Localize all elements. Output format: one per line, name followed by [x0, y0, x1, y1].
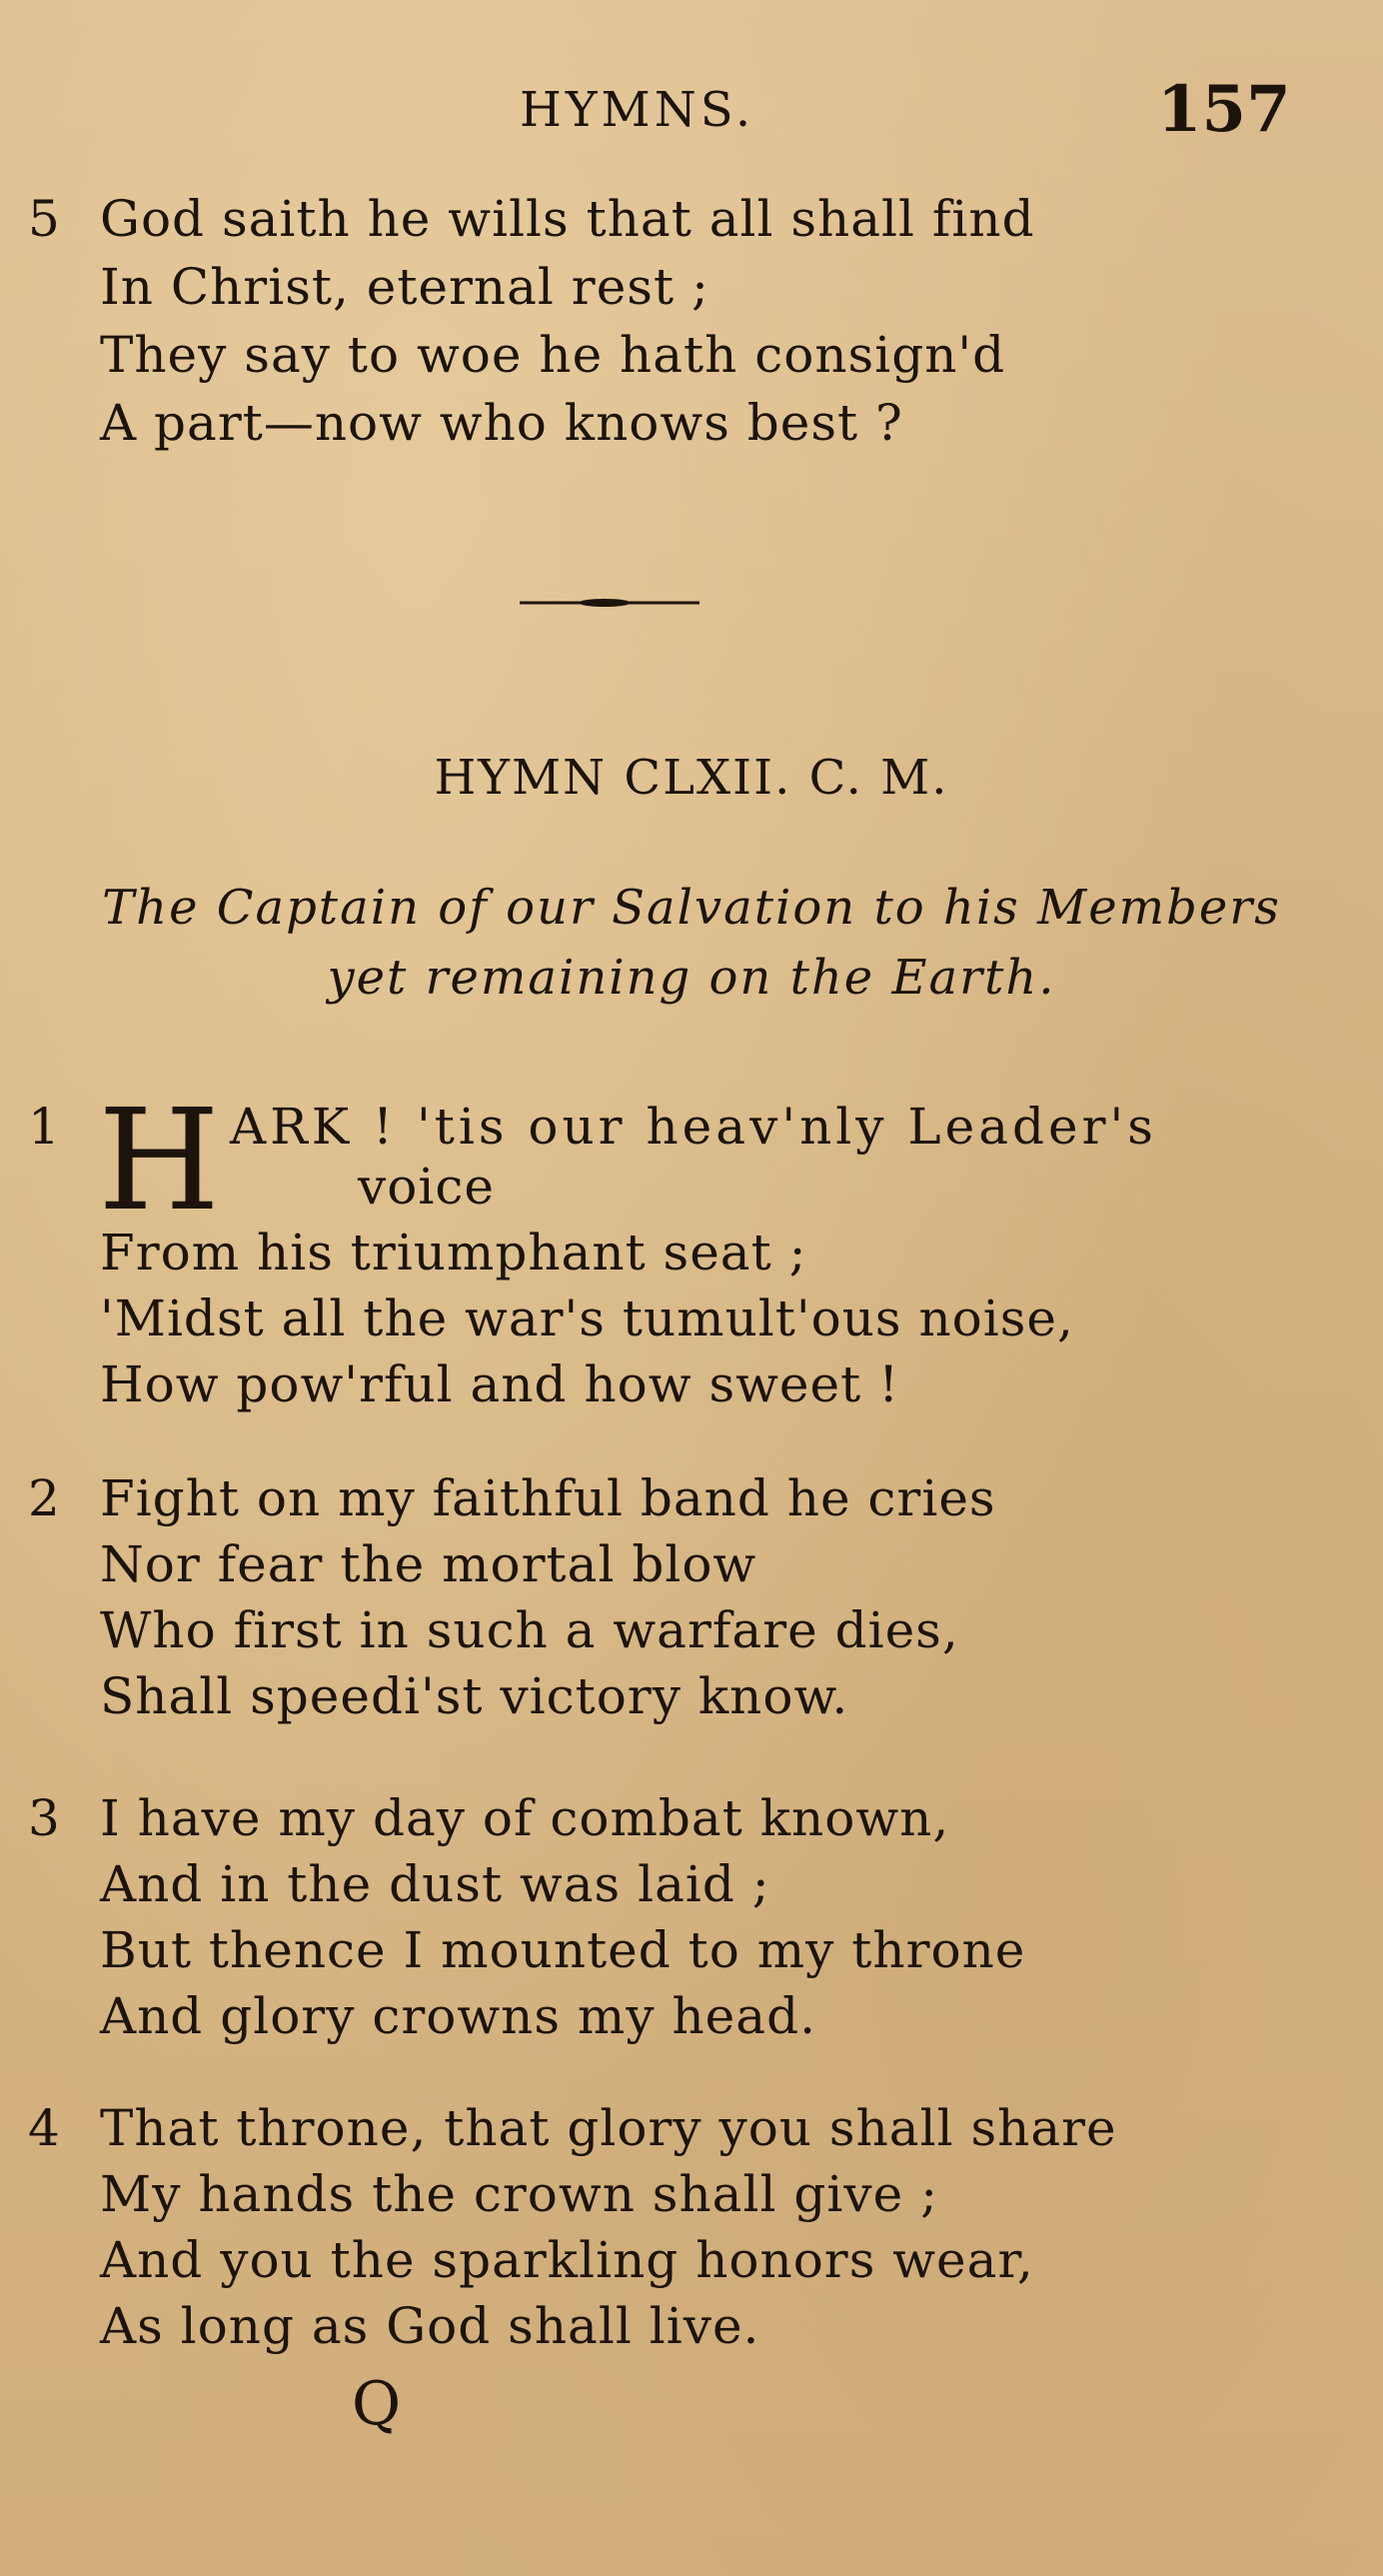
verse-line: And glory crowns my head.	[100, 1987, 816, 2045]
verse-line: And you the sparkling honors wear,	[100, 2231, 1034, 2289]
verse-line: voice	[358, 1158, 495, 1216]
stanza-number: 3	[28, 1789, 60, 1847]
verse-line: Nor fear the mortal blow	[100, 1535, 757, 1593]
verse-line: 'Midst all the war's tumult'ous noise,	[100, 1289, 1074, 1347]
verse-line: Fight on my faithful band he cries	[100, 1469, 996, 1527]
hymn-heading: HYMN CLXII. C. M.	[434, 750, 949, 806]
verse-line: I have my day of combat known,	[100, 1789, 950, 1847]
running-title: HYMNS.	[520, 82, 755, 138]
signature-mark: Q	[352, 2369, 402, 2439]
verse-line: But thence I mounted to my throne	[100, 1921, 1026, 1979]
verse-line: My hands the crown shall give ;	[100, 2165, 938, 2223]
verse-line: How pow'rful and how sweet !	[100, 1355, 900, 1413]
section-divider-ornament	[520, 598, 699, 608]
verse-line: Shall speedi'st victory know.	[100, 1667, 849, 1725]
drop-cap: H	[98, 1080, 221, 1243]
stanza-number: 1	[28, 1098, 60, 1156]
verse-line: As long as God shall live.	[100, 2297, 760, 2355]
verse-line: They say to woe he hath consign'd	[100, 326, 1006, 384]
verse-line: Who first in such a warfare dies,	[100, 1601, 959, 1659]
hymn-subtitle-line: yet remaining on the Earth.	[327, 950, 1056, 1006]
hymn-subtitle-line: The Captain of our Salvation to his Members	[102, 880, 1281, 936]
stanza-number: 5	[28, 190, 60, 248]
verse-line: A part—now who knows best ?	[100, 394, 903, 452]
verse-line: And in the dust was laid ;	[100, 1855, 770, 1913]
verse-line: ARK ! 'tis our heav'nly Leader's	[230, 1098, 1157, 1156]
verse-line: God saith he wills that all shall find	[100, 190, 1035, 248]
verse-line: From his triumphant seat ;	[100, 1224, 807, 1282]
stanza-number: 4	[28, 2099, 60, 2157]
stanza-number: 2	[28, 1469, 60, 1527]
verse-line: In Christ, eternal rest ;	[100, 258, 709, 316]
verse-line: That throne, that glory you shall share	[100, 2099, 1117, 2157]
running-head	[0, 72, 1383, 147]
page-number: 157	[1157, 72, 1291, 147]
